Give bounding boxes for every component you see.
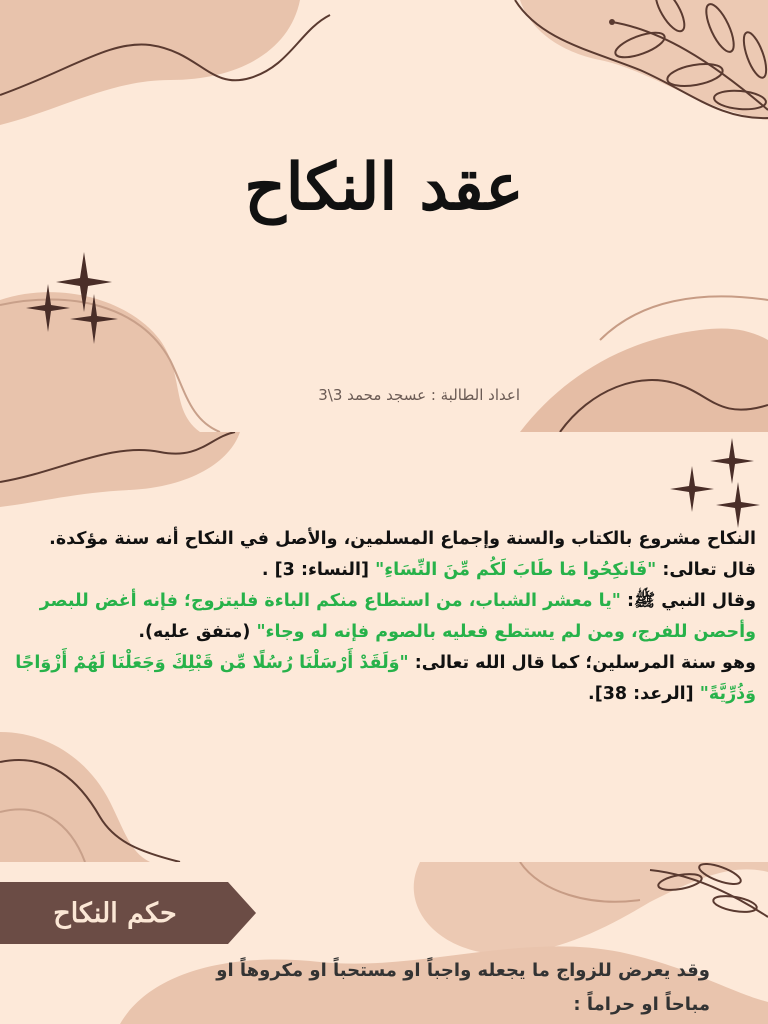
paragraph-text: وهو سنة المرسلين؛ كما قال الله تعالى: <box>408 653 756 673</box>
reference: [الرعد: 38]. <box>588 684 700 704</box>
intro-text <box>12 524 756 710</box>
ruling-slide <box>0 862 768 1024</box>
leaf-branch-icon <box>600 0 768 140</box>
paragraph-text: النكاح مشروع بالكتاب والسنة وإجماع المسلمين، والأصل في النكاح أنه سنة مؤكدة. قال تعالى: <box>49 529 756 580</box>
intro-paragraph <box>12 524 756 586</box>
sparkle-icon <box>664 434 768 530</box>
intro-slide <box>0 432 768 862</box>
reference: (متفق عليه). <box>138 622 257 642</box>
quran-quote: "وَلَقَدْ أَرْسَلْنَا رُسُلًا مِّن قَبْلِكَ وَجَعَلْنَا لَهُمْ أَزْوَاجًا وَذُرِّيَّةً" <box>15 653 756 704</box>
page-title: عقد النكاح <box>244 150 524 225</box>
paragraph-text: وقال النبي ﷺ: <box>620 591 756 611</box>
sparkle-icon <box>22 248 132 353</box>
leaf-branch-icon <box>640 862 768 932</box>
reference: [النساء: 3] . <box>261 560 376 580</box>
quran-quote: "فَانكِحُوا مَا طَابَ لَكُم مِّنَ النِّسَاءِ" <box>375 560 657 580</box>
cover-slide <box>0 0 768 432</box>
sunnah-paragraph <box>12 648 756 710</box>
hadith-quote: "يا معشر الشباب، من استطاع منكم الباءة فليتزوج؛ فإنه أغض للبصر وأحصن للفرج، ومن لم يستطع فعليه بالصوم فإنه له وجاء" <box>39 591 756 642</box>
section-heading: حكم النكاح <box>53 897 177 929</box>
hadith-paragraph <box>12 586 756 648</box>
ruling-text: وقد يعرض للزواج ما يجعله واجباً او مستحباً او مكروهاً او مباحاً او حراماً : <box>216 960 710 1015</box>
author-byline: اعداد الطالبة : عسجد محمد 3\3 <box>318 386 520 404</box>
